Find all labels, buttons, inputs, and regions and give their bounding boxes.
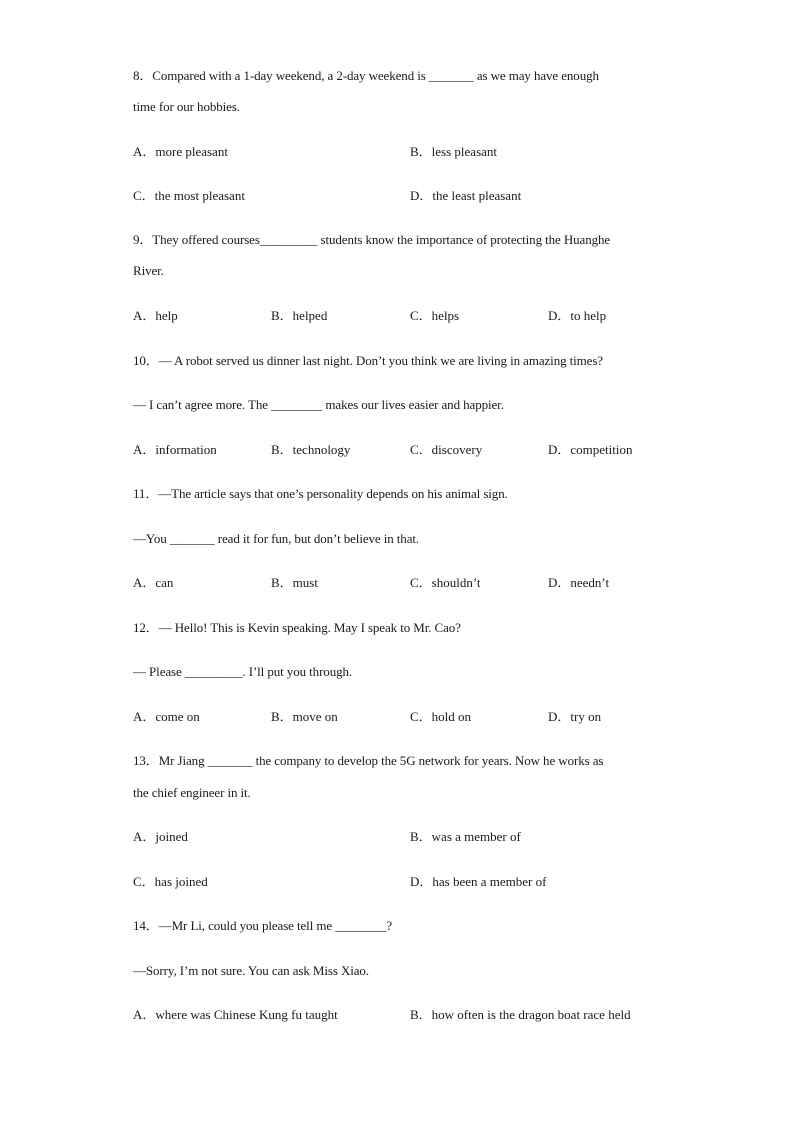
option-c: C．discovery [410, 442, 483, 457]
question-stem-line: — Please _________. I’ll put you through. [133, 664, 353, 679]
option-a: A．information [133, 442, 217, 457]
option-b: B．technology [271, 442, 351, 457]
question-stem-line: 9．They offered courses_________ students know the importance of protecting the Huanghe [133, 232, 611, 247]
option-b: B．helped [271, 308, 328, 323]
question-stem-line: 13．Mr Jiang _______ the company to develop the 5G network for years. Now he works as [133, 753, 604, 768]
option-d: D．to help [548, 308, 607, 323]
question-stem-line: 8．Compared with a 1-day weekend, a 2-day weekend is _______ as we may have enough [133, 68, 599, 83]
option-d: D．has been a member of [410, 874, 547, 889]
option-d: D．try on [548, 709, 602, 724]
option-d: D．needn’t [548, 575, 610, 590]
question-stem-line: —You _______ read it for fun, but don’t believe in that. [133, 531, 420, 546]
option-a: A．can [133, 575, 174, 590]
question-stem-line: 11．—The article says that one’s personality depends on his animal sign. [133, 486, 508, 501]
option-b: B．less pleasant [410, 144, 498, 159]
option-c: C．shouldn’t [410, 575, 481, 590]
question-stem-line: the chief engineer in it. [133, 785, 251, 800]
option-c: C．has joined [133, 874, 208, 889]
option-d: D．the least pleasant [410, 188, 522, 203]
question-stem-line: time for our hobbies. [133, 99, 240, 114]
question-stem-line: —Sorry, I’m not sure. You can ask Miss Xiao. [133, 963, 369, 978]
option-b: B．how often is the dragon boat race held [410, 1007, 631, 1022]
option-b: B．move on [271, 709, 338, 724]
option-c: C．the most pleasant [133, 188, 245, 203]
option-b: B．was a member of [410, 829, 521, 844]
option-c: C．helps [410, 308, 460, 323]
option-a: A．more pleasant [133, 144, 228, 159]
option-a: A．where was Chinese Kung fu taught [133, 1007, 338, 1022]
option-d: D．competition [548, 442, 633, 457]
option-b: B．must [271, 575, 318, 590]
question-stem-line: — I can’t agree more. The ________ makes our lives easier and happier. [133, 397, 504, 412]
question-stem-line: 14．—Mr Li, could you please tell me ________? [133, 918, 393, 933]
question-stem-line: 12．— Hello! This is Kevin speaking. May I speak to Mr. Cao? [133, 620, 461, 635]
option-a: A．joined [133, 829, 188, 844]
question-stem-line: 10．— A robot served us dinner last night. Don’t you think we are living in amazing times? [133, 353, 603, 368]
question-stem-line: River. [133, 263, 164, 278]
option-a: A．come on [133, 709, 200, 724]
option-c: C．hold on [410, 709, 472, 724]
option-a: A．help [133, 308, 178, 323]
